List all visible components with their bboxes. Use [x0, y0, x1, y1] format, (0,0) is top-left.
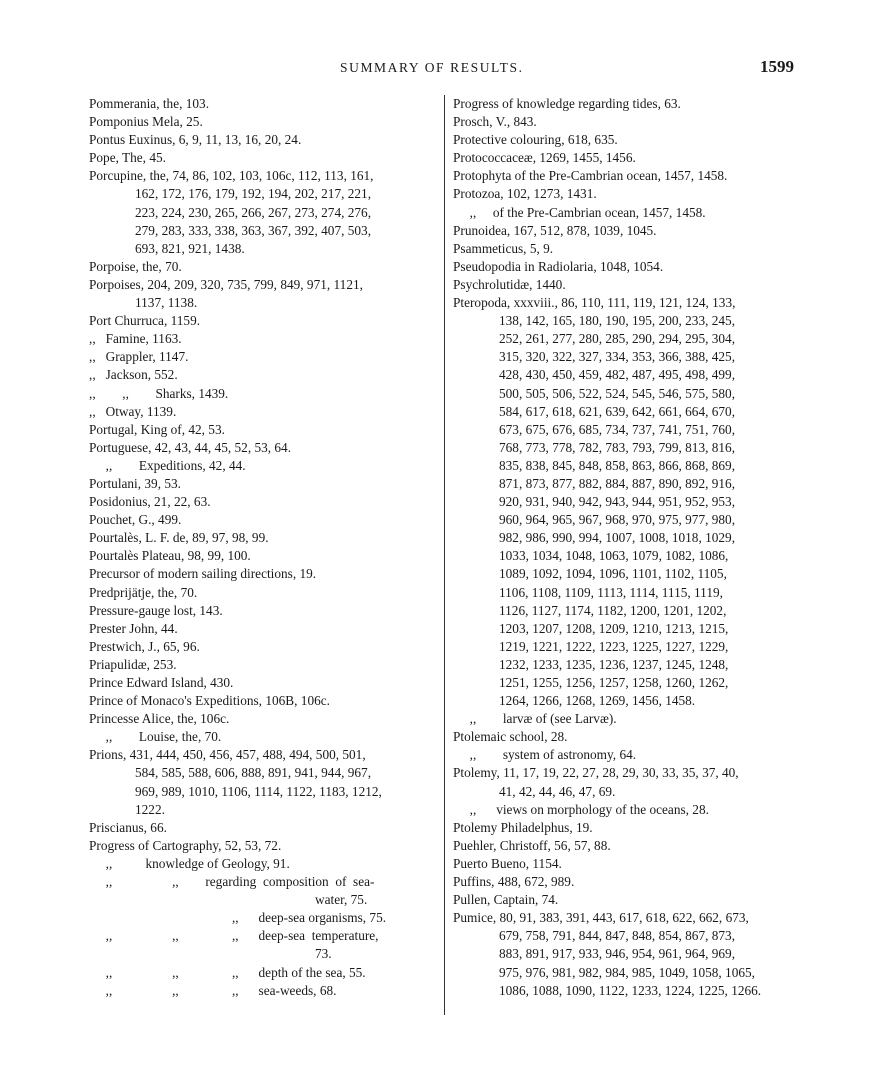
- index-entry: [89, 439, 431, 457]
- index-entry: [453, 728, 798, 746]
- entry-line: Porcupine, the, 74, 86, 102, 103, 106c, 112, 113, 161,: [89, 168, 374, 184]
- entry-continuation-line: 883, 891, 917, 933, 946, 954, 961, 964, 969,: [499, 946, 736, 962]
- entry-line: Pommerania, the, 103.: [89, 96, 210, 111]
- entry-line: ,, ,, Sharks, 1439.: [89, 385, 229, 401]
- index-entry: [89, 366, 431, 384]
- entry-line: Port Churruca, 1159.: [89, 313, 201, 329]
- index-entry: [89, 565, 431, 583]
- entry-line: ,, Grappler, 1147.: [89, 349, 189, 365]
- entry-line: Portulani, 39, 53.: [89, 475, 181, 491]
- entry-line: Protococcaceæ, 1269, 1455, 1456.: [453, 150, 636, 166]
- index-entry: [89, 276, 431, 312]
- index-entry: [453, 909, 798, 999]
- entry-line: Progress of Cartography, 52, 53, 72.: [89, 837, 282, 853]
- entry-continuation-line: 138, 142, 165, 180, 190, 195, 200, 233, 245,: [499, 313, 736, 329]
- entry-line: Prince of Monaco's Expeditions, 106B, 106c.: [89, 693, 330, 709]
- index-entry: [89, 511, 431, 529]
- entry-line: Pteropoda, xxxviii., 86, 110, 111, 119, 121, 124, 133,: [453, 295, 736, 311]
- entry-continuation-line: 1033, 1034, 1048, 1063, 1079, 1082, 1086,: [499, 548, 729, 564]
- index-entry: [89, 493, 431, 511]
- index-entry: [453, 276, 798, 294]
- entry-continuation-line: 1106, 1108, 1109, 1113, 1114, 1115, 1119,: [499, 584, 723, 600]
- entry-continuation-line: water, 75.: [315, 892, 368, 908]
- entry-line: Priapulidæ, 253.: [89, 656, 177, 672]
- entry-line: Protective colouring, 618, 635.: [453, 132, 618, 148]
- index-entry: [453, 149, 798, 167]
- entry-line: Posidonius, 21, 22, 63.: [89, 494, 211, 510]
- index-column-right: [453, 95, 798, 1000]
- running-title: SUMMARY OF RESULTS.: [340, 60, 524, 75]
- index-entry: [453, 95, 798, 113]
- entry-continuation-line: 428, 430, 450, 459, 482, 487, 495, 498, 499,: [499, 367, 736, 383]
- entry-line: Prince Edward Island, 430.: [89, 675, 234, 690]
- entry-continuation-line: 975, 976, 981, 982, 984, 985, 1049, 1058, 1065,: [499, 964, 755, 980]
- entry-continuation-line: 920, 931, 940, 942, 943, 944, 951, 952, 953,: [499, 494, 736, 510]
- entry-line: Puehler, Christoff, 56, 57, 88.: [453, 837, 611, 853]
- entry-continuation-line: 679, 758, 791, 844, 847, 848, 854, 867, 873,: [499, 928, 736, 944]
- index-entry: [453, 855, 798, 873]
- entry-line: ,, ,, ,, sea-weeds, 68.: [89, 982, 337, 998]
- index-entry: [89, 529, 431, 547]
- entry-line: Prosch, V., 843.: [453, 114, 537, 130]
- index-entry: [453, 204, 798, 222]
- index-column-left: [89, 95, 431, 1000]
- entry-line: Porpoise, the, 70.: [89, 258, 182, 274]
- entry-line: Pseudopodia in Radiolaria, 1048, 1054.: [453, 258, 664, 274]
- index-entry: [453, 167, 798, 185]
- index-entry: [89, 475, 431, 493]
- index-entry: [89, 403, 431, 421]
- entry-continuation-line: 768, 773, 778, 782, 783, 793, 799, 813, 816,: [499, 439, 736, 455]
- entry-continuation-line: 1219, 1221, 1222, 1223, 1225, 1227, 1229,: [499, 638, 729, 654]
- index-entry: [89, 728, 431, 746]
- index-entry: [453, 710, 798, 728]
- entry-continuation-line: 1137, 1138.: [135, 295, 198, 311]
- index-entry: [89, 113, 431, 131]
- index-entry: [89, 855, 431, 873]
- index-entry: [453, 764, 798, 800]
- entry-line: ,, views on morphology of the oceans, 28.: [453, 801, 709, 817]
- index-entry: [453, 873, 798, 891]
- index-entry: [89, 584, 431, 602]
- index-entry: [89, 692, 431, 710]
- index-entry: [453, 113, 798, 131]
- index-entry: [453, 819, 798, 837]
- index-entry: [89, 312, 431, 330]
- entry-line: ,, system of astronomy, 64.: [453, 747, 637, 763]
- index-entry: [89, 982, 431, 1000]
- entry-continuation-line: 693, 821, 921, 1438.: [135, 240, 245, 256]
- entry-continuation-line: 73.: [315, 946, 332, 962]
- entry-continuation-line: 1232, 1233, 1235, 1236, 1237, 1245, 1248,: [499, 656, 729, 672]
- index-entry: [89, 964, 431, 982]
- entry-line: ,, knowledge of Geology, 91.: [89, 855, 290, 871]
- entry-line: Pullen, Captain, 74.: [453, 892, 559, 908]
- entry-line: Precursor of modern sailing directions, 19.: [89, 566, 317, 582]
- index-entry: [89, 95, 431, 113]
- entry-line: Psammeticus, 5, 9.: [453, 240, 554, 256]
- entry-continuation-line: 1264, 1266, 1268, 1269, 1456, 1458.: [499, 693, 696, 709]
- entry-continuation-line: 584, 617, 618, 621, 639, 642, 661, 664, 670,: [499, 403, 736, 419]
- entry-continuation-line: 1086, 1088, 1090, 1122, 1233, 1224, 1225, 1266.: [499, 982, 762, 998]
- index-entry: [89, 927, 431, 963]
- entry-continuation-line: 1222.: [135, 801, 165, 817]
- index-entry: [89, 602, 431, 620]
- column-divider: [444, 95, 445, 1015]
- index-entry: [89, 909, 431, 927]
- index-entry: [453, 891, 798, 909]
- index-entry: [453, 240, 798, 258]
- entry-line: ,, ,, ,, depth of the sea, 55.: [89, 964, 366, 980]
- index-entry: [453, 131, 798, 149]
- entry-line: ,, ,, regarding composition of sea-: [89, 874, 375, 890]
- entry-line: Prunoidea, 167, 512, 878, 1039, 1045.: [453, 222, 657, 238]
- entry-line: Ptolemy, 11, 17, 19, 22, 27, 28, 29, 30, 33, 35, 37, 40,: [453, 765, 739, 781]
- entry-line: Pope, The, 45.: [89, 150, 166, 166]
- entry-continuation-line: 835, 838, 845, 848, 858, 863, 866, 868, 869,: [499, 457, 736, 473]
- entry-line: Portugal, King of, 42, 53.: [89, 421, 225, 437]
- entry-continuation-line: 960, 964, 965, 967, 968, 970, 975, 977, 980,: [499, 512, 736, 528]
- index-entry: [89, 330, 431, 348]
- index-entry: [453, 185, 798, 203]
- entry-line: Pourtalès Plateau, 98, 99, 100.: [89, 548, 251, 564]
- entry-line: Ptolemaic school, 28.: [453, 729, 568, 745]
- index-entry: [89, 149, 431, 167]
- entry-continuation-line: 1126, 1127, 1174, 1182, 1200, 1201, 1202,: [499, 602, 727, 618]
- entry-line: Pressure-gauge lost, 143.: [89, 602, 223, 618]
- index-entry: [453, 801, 798, 819]
- index-entry: [89, 385, 431, 403]
- index-entry: [89, 620, 431, 638]
- entry-continuation-line: 982, 986, 990, 994, 1007, 1008, 1018, 1029,: [499, 530, 736, 546]
- entry-continuation-line: 969, 989, 1010, 1106, 1114, 1122, 1183, 1212,: [135, 783, 382, 799]
- entry-line: Princesse Alice, the, 106c.: [89, 711, 230, 727]
- entry-line: ,, Louise, the, 70.: [89, 729, 222, 745]
- index-entry: [89, 167, 431, 257]
- entry-continuation-line: 252, 261, 277, 280, 285, 290, 294, 295, 304,: [499, 331, 736, 347]
- index-entry: [89, 674, 431, 692]
- index-entry: [89, 656, 431, 674]
- entry-line: Protozoa, 102, 1273, 1431.: [453, 186, 597, 202]
- entry-line: Protophyta of the Pre-Cambrian ocean, 1457, 1458.: [453, 168, 728, 184]
- entry-line: Pumice, 80, 91, 383, 391, 443, 617, 618, 622, 662, 673,: [453, 910, 749, 926]
- entry-line: Psychrolutidæ, 1440.: [453, 276, 566, 292]
- entry-line: Progress of knowledge regarding tides, 63.: [453, 96, 681, 111]
- entry-continuation-line: 584, 585, 588, 606, 888, 891, 941, 944, 967,: [135, 765, 372, 781]
- page-header: [0, 58, 880, 80]
- entry-line: Portuguese, 42, 43, 44, 45, 52, 53, 64.: [89, 439, 292, 455]
- entry-line: Prester John, 44.: [89, 620, 178, 636]
- entry-line: Pouchet, G., 499.: [89, 512, 182, 528]
- page-number: 1599: [760, 57, 794, 76]
- index-entry: [453, 294, 798, 710]
- index-entry: [89, 638, 431, 656]
- entry-line: ,, ,, ,, deep-sea temperature,: [89, 928, 379, 944]
- entry-line: ,, Famine, 1163.: [89, 331, 182, 347]
- entry-line: ,, Jackson, 552.: [89, 367, 178, 383]
- entry-line: Pomponius Mela, 25.: [89, 114, 203, 130]
- index-entry: [89, 819, 431, 837]
- index-entry: [89, 258, 431, 276]
- entry-line: ,, of the Pre-Cambrian ocean, 1457, 1458.: [453, 204, 706, 220]
- index-entry: [89, 131, 431, 149]
- index-entry: [89, 457, 431, 475]
- entry-continuation-line: 1251, 1255, 1256, 1257, 1258, 1260, 1262,: [499, 675, 729, 690]
- index-entry: [89, 421, 431, 439]
- entry-continuation-line: 871, 873, 877, 882, 884, 887, 890, 892, 916,: [499, 475, 736, 491]
- entry-line: Prestwich, J., 65, 96.: [89, 638, 200, 654]
- entry-line: Priscianus, 66.: [89, 819, 167, 835]
- entry-continuation-line: 673, 675, 676, 685, 734, 737, 741, 751, 760,: [499, 421, 736, 437]
- entry-line: Puerto Bueno, 1154.: [453, 855, 562, 871]
- index-entry: [89, 746, 431, 818]
- index-entry: [453, 258, 798, 276]
- entry-line: Predprijätje, the, 70.: [89, 584, 198, 600]
- entry-line: Ptolemy Philadelphus, 19.: [453, 819, 593, 835]
- entry-line: Pontus Euxinus, 6, 9, 11, 13, 16, 20, 24.: [89, 132, 302, 148]
- entry-line: Puffins, 488, 672, 989.: [453, 874, 575, 890]
- entry-line: Prions, 431, 444, 450, 456, 457, 488, 494, 500, 501,: [89, 747, 366, 763]
- entry-continuation-line: 1089, 1092, 1094, 1096, 1101, 1102, 1105,: [499, 566, 727, 582]
- entry-continuation-line: 41, 42, 44, 46, 47, 69.: [499, 783, 616, 799]
- entry-continuation-line: 1203, 1207, 1208, 1209, 1210, 1213, 1215,: [499, 620, 729, 636]
- index-entry: [89, 710, 431, 728]
- entry-continuation-line: 279, 283, 333, 338, 363, 367, 392, 407, 503,: [135, 222, 372, 238]
- index-entry: [453, 837, 798, 855]
- entry-continuation-line: 500, 505, 506, 522, 524, 545, 546, 575, 580,: [499, 385, 736, 401]
- entry-line: ,, deep-sea organisms, 75.: [89, 910, 387, 926]
- entry-line: ,, Expeditions, 42, 44.: [89, 457, 246, 473]
- entry-line: Pourtalès, L. F. de, 89, 97, 98, 99.: [89, 530, 269, 546]
- index-entry: [89, 837, 431, 855]
- entry-continuation-line: 223, 224, 230, 265, 266, 267, 273, 274, 276,: [135, 204, 372, 220]
- entry-line: ,, Otway, 1139.: [89, 403, 177, 419]
- index-entry: [453, 746, 798, 764]
- entry-line: Porpoises, 204, 209, 320, 735, 799, 849, 971, 1121,: [89, 276, 363, 292]
- index-entry: [89, 547, 431, 565]
- entry-continuation-line: 315, 320, 322, 327, 334, 353, 366, 388, 425,: [499, 349, 736, 365]
- index-entry: [453, 222, 798, 240]
- index-entry: [89, 873, 431, 909]
- entry-continuation-line: 162, 172, 176, 179, 192, 194, 202, 217, 221,: [135, 186, 372, 202]
- index-entry: [89, 348, 431, 366]
- entry-line: ,, larvæ of (see Larvæ).: [453, 711, 617, 727]
